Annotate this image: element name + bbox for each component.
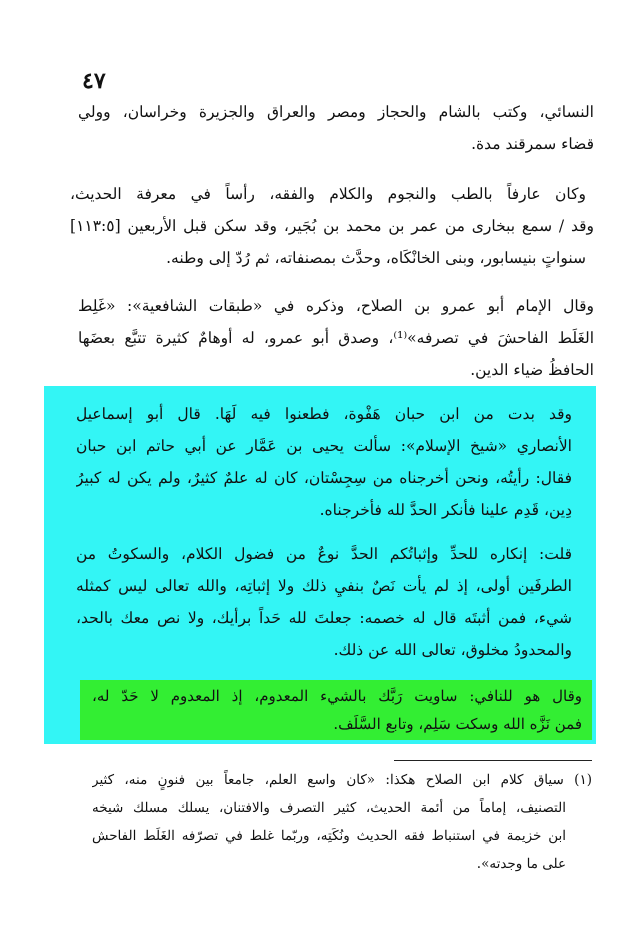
text-line: وقال هو للنافي: ساويت رَبَّك بالشيء المعدوم، إذ المعدوم لا حَدّ له، (92, 687, 582, 705)
text-line: الطرفَين أولى، إذ لم يأت نَصٌ بنفيِ ذلك ولا إثباتِه، والله تعالى ليس كمثله (76, 577, 572, 595)
text-line: دِين، قَدِم علينا فأنكر الحدَّ لله فأخرجناه. (319, 501, 572, 519)
text-line: وقد / سمع ببخارى من عمر بن محمد بن بُجَير، وقد سكن قبل الأربعين [١١٣:٥] (70, 217, 594, 235)
footnote-line: التصنيف، إماماً من أئمة الحديث، كثير التصرف والافتنان، يسلك مسلك شيخه (92, 800, 566, 816)
text-line: شيء، فمن أثبتَه قال له خصمه: جعلتَ لله حَداً برأيك، ولا نص معك بالحد، (76, 609, 572, 627)
paragraph-3 (78, 290, 594, 386)
text-line: والمحدودُ مخلوق، تعالى الله عن ذلك. (333, 641, 572, 659)
footnote-line: ابن خزيمة في استنباط فقه الحديث ونُكَتِه، وربّما غلط في تصرّفه الغَلَط الفاحش (92, 828, 566, 844)
text-line: قلت: إنكاره للحدِّ وإثباتُكم الحدَّ نوعٌ من فضول الكلام، والسكوتُ من (76, 545, 572, 563)
paragraph-6 (92, 682, 582, 738)
paragraph-4 (76, 398, 572, 526)
footnote (92, 766, 592, 878)
text-line: وقد بدت من ابن حبان هَفْوة، فطعنوا فيه لَهَا. قال أبو إسماعيل (76, 405, 572, 423)
text-line: فمن نَزَّه الله وسكت سَلِم، وتابع السَّلَف. (333, 715, 582, 733)
paragraph-2 (70, 178, 594, 274)
text-line: وقال الإمام أبو عمرو بن الصلاح، وذكره في «طبقات الشافعية»: «غَلِط (78, 297, 594, 315)
text-line: الأنصاري «شيخ الإسلام»: سألت يحيى بن عَمَّار عن أبي حاتم ابن حبان (76, 437, 572, 455)
text-line: الحافظُ ضياء الدين. (470, 361, 594, 379)
text-line: سنواتٍ بنيسابور، وبنى الخانْكَاه، وحدَّث بمصنفاته، ثم رُدّ إلى وطنه. (166, 249, 586, 267)
footnote-line: (١) سياق كلام ابن الصلاح هكذا: «كان واسع العلم، جامعاً بين فنونٍ منه، كثير (92, 772, 592, 788)
page-number: ٤٧ (82, 68, 106, 94)
text-line: الغَلَط الفاحشَ في تصرفه»⁽¹⁾، وصدق أبو عمرو، له أوهامٌ كثيرة تتبَّع بعضَها (78, 329, 594, 347)
text-line: النسائي، وكتب بالشام والحجاز ومصر والعراق والجزيرة وخراسان، وولي (78, 103, 594, 121)
footnote-separator (394, 760, 592, 761)
footnote-line: على ما وجدته». (476, 856, 566, 872)
text-line: وكان عارفاً بالطب والنجوم والكلام والفقه، رأساً في معرفة الحديث، (70, 185, 586, 203)
text-line: قضاء سمرقند مدة. (471, 135, 594, 153)
text-line: فقال: رأيتُه، ونحن أخرجناه من سِجِسْتان، كان له علمٌ كثيرٌ، ولم يكن له كبيرُ (76, 469, 572, 487)
paragraph-1 (78, 96, 594, 160)
paragraph-5 (76, 538, 572, 666)
